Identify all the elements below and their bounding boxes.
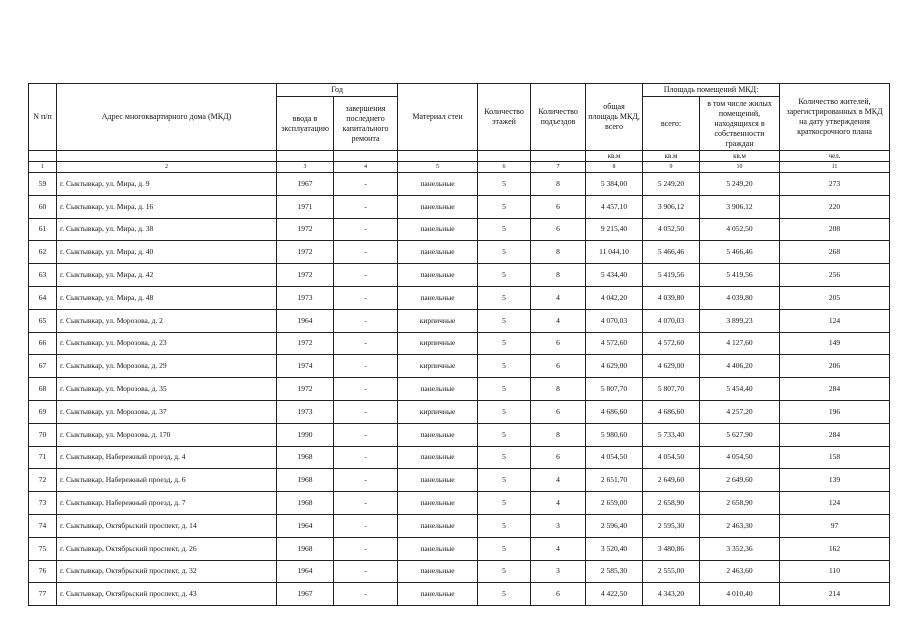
entrances-cell: 8 xyxy=(531,378,586,401)
total-area-cell: 2 651,70 xyxy=(586,469,643,492)
header-year-repair: завершения последнего капитального ремонта xyxy=(334,97,398,151)
residential-area-cell: 3 906,12 xyxy=(643,195,700,218)
address-cell: г. Сыктывкар, ул. Мира, д. 38 xyxy=(57,218,277,241)
column-number: 1 xyxy=(29,162,57,173)
table-row xyxy=(29,400,890,423)
year-cell: 1990 xyxy=(277,423,334,446)
total-area-cell: 5 384,00 xyxy=(586,173,643,196)
residents-cell: 97 xyxy=(780,514,890,537)
repair-year-cell: - xyxy=(334,264,398,287)
address-cell: г. Сыктывкар, ул. Морозова, д. 23 xyxy=(57,332,277,355)
column-number: 10 xyxy=(700,162,780,173)
total-area-cell: 4 042,20 xyxy=(586,286,643,309)
table-row xyxy=(29,195,890,218)
address-cell: г. Сыктывкар, Октябрьский проспект, д. 32 xyxy=(57,560,277,583)
residents-cell: 220 xyxy=(780,195,890,218)
row-number: 69 xyxy=(29,400,57,423)
floors-cell: 5 xyxy=(478,195,531,218)
row-number: 75 xyxy=(29,537,57,560)
floors-cell: 5 xyxy=(478,423,531,446)
header-residents: Количество жителей, зарегистрированных в МКД на дату утверждения краткосрочного плана xyxy=(780,84,890,151)
header-premises-area: Площадь помещений МКД: xyxy=(643,84,780,97)
entrances-cell: 6 xyxy=(531,332,586,355)
residential-area-cell: 4 039,80 xyxy=(643,286,700,309)
residential-area-cell: 5 466,46 xyxy=(643,241,700,264)
repair-year-cell: - xyxy=(334,469,398,492)
unit-cell xyxy=(29,151,57,162)
header-total-area: общая площадь МКД, всего xyxy=(586,84,643,151)
owned-area-cell: 4 010,40 xyxy=(700,583,780,606)
unit-cell xyxy=(57,151,277,162)
owned-area-cell: 2 463,30 xyxy=(700,514,780,537)
total-area-cell: 5 807,70 xyxy=(586,378,643,401)
residents-cell: 110 xyxy=(780,560,890,583)
wall-material-cell: кирпичные xyxy=(398,400,478,423)
entrances-cell: 8 xyxy=(531,173,586,196)
owned-area-cell: 4 257,20 xyxy=(700,400,780,423)
residents-cell: 205 xyxy=(780,286,890,309)
entrances-cell: 3 xyxy=(531,514,586,537)
entrances-cell: 4 xyxy=(531,286,586,309)
repair-year-cell: - xyxy=(334,309,398,332)
residential-area-cell: 4 070,03 xyxy=(643,309,700,332)
total-area-cell: 4 422,50 xyxy=(586,583,643,606)
residents-cell: 196 xyxy=(780,400,890,423)
table-row xyxy=(29,560,890,583)
residential-area-cell: 4 054,50 xyxy=(643,446,700,469)
wall-material-cell: панельные xyxy=(398,583,478,606)
residential-area-cell: 2 595,30 xyxy=(643,514,700,537)
wall-material-cell: панельные xyxy=(398,446,478,469)
address-cell: г. Сыктывкар, ул. Мира, д. 42 xyxy=(57,264,277,287)
wall-material-cell: панельные xyxy=(398,537,478,560)
residents-cell: 284 xyxy=(780,423,890,446)
repair-year-cell: - xyxy=(334,355,398,378)
year-cell: 1968 xyxy=(277,469,334,492)
row-number: 77 xyxy=(29,583,57,606)
column-number: 9 xyxy=(643,162,700,173)
wall-material-cell: кирпичные xyxy=(398,309,478,332)
entrances-cell: 4 xyxy=(531,469,586,492)
repair-year-cell: - xyxy=(334,423,398,446)
repair-year-cell: - xyxy=(334,173,398,196)
table-row xyxy=(29,309,890,332)
total-area-cell: 4 686,60 xyxy=(586,400,643,423)
residents-cell: 206 xyxy=(780,355,890,378)
row-number: 63 xyxy=(29,264,57,287)
wall-material-cell: панельные xyxy=(398,469,478,492)
total-area-cell: 5 980,60 xyxy=(586,423,643,446)
wall-material-cell: панельные xyxy=(398,195,478,218)
floors-cell: 5 xyxy=(478,446,531,469)
year-cell: 1973 xyxy=(277,286,334,309)
residential-area-cell: 4 629,00 xyxy=(643,355,700,378)
residential-area-cell: 4 052,50 xyxy=(643,218,700,241)
address-cell: г. Сыктывкар, Октябрьский проспект, д. 26 xyxy=(57,537,277,560)
floors-cell: 5 xyxy=(478,286,531,309)
column-number: 7 xyxy=(531,162,586,173)
wall-material-cell: панельные xyxy=(398,286,478,309)
table-row xyxy=(29,492,890,515)
repair-year-cell: - xyxy=(334,400,398,423)
floors-cell: 5 xyxy=(478,355,531,378)
table-row xyxy=(29,378,890,401)
total-area-cell: 9 215,40 xyxy=(586,218,643,241)
owned-area-cell: 5 419,56 xyxy=(700,264,780,287)
residential-area-cell: 3 480,86 xyxy=(643,537,700,560)
row-number: 74 xyxy=(29,514,57,537)
owned-area-cell: 5 249,20 xyxy=(700,173,780,196)
wall-material-cell: панельные xyxy=(398,264,478,287)
table-row xyxy=(29,583,890,606)
residential-area-cell: 2 555,00 xyxy=(643,560,700,583)
floors-cell: 5 xyxy=(478,537,531,560)
year-cell: 1967 xyxy=(277,583,334,606)
residents-cell: 124 xyxy=(780,309,890,332)
total-area-cell: 4 457,10 xyxy=(586,195,643,218)
residents-cell: 284 xyxy=(780,378,890,401)
address-cell: г. Сыктывкар, ул. Морозова, д. 35 xyxy=(57,378,277,401)
year-cell: 1972 xyxy=(277,332,334,355)
entrances-cell: 6 xyxy=(531,195,586,218)
total-area-cell: 5 434,40 xyxy=(586,264,643,287)
table-row xyxy=(29,286,890,309)
owned-area-cell: 4 127,60 xyxy=(700,332,780,355)
header-residential-owned: в том числе жилых помещений, находящихся в собственности граждан xyxy=(700,97,780,151)
column-number: 8 xyxy=(586,162,643,173)
floors-cell: 5 xyxy=(478,241,531,264)
owned-area-cell: 5 466,46 xyxy=(700,241,780,264)
address-cell: г. Сыктывкар, ул. Морозова, д. 170 xyxy=(57,423,277,446)
entrances-cell: 4 xyxy=(531,537,586,560)
owned-area-cell: 4 039,80 xyxy=(700,286,780,309)
unit-cell xyxy=(531,151,586,162)
address-cell: г. Сыктывкар, Октябрьский проспект, д. 43 xyxy=(57,583,277,606)
row-number: 72 xyxy=(29,469,57,492)
wall-material-cell: панельные xyxy=(398,423,478,446)
header-address: Адрес многоквартирного дома (МКД) xyxy=(57,84,277,151)
housing-table xyxy=(28,83,890,606)
address-cell: г. Сыктывкар, Набережный проезд, д. 6 xyxy=(57,469,277,492)
entrances-cell: 6 xyxy=(531,355,586,378)
table-row xyxy=(29,514,890,537)
floors-cell: 5 xyxy=(478,332,531,355)
total-area-cell: 4 070,03 xyxy=(586,309,643,332)
unit-residents: чел. xyxy=(780,151,890,162)
row-number: 71 xyxy=(29,446,57,469)
year-cell: 1967 xyxy=(277,173,334,196)
owned-area-cell: 3 906,12 xyxy=(700,195,780,218)
row-number: 76 xyxy=(29,560,57,583)
year-cell: 1968 xyxy=(277,446,334,469)
entrances-cell: 8 xyxy=(531,423,586,446)
residents-cell: 256 xyxy=(780,264,890,287)
owned-area-cell: 3 899,23 xyxy=(700,309,780,332)
address-cell: г. Сыктывкар, Набережный проезд, д. 4 xyxy=(57,446,277,469)
row-number: 66 xyxy=(29,332,57,355)
entrances-cell: 6 xyxy=(531,583,586,606)
entrances-cell: 4 xyxy=(531,492,586,515)
entrances-cell: 6 xyxy=(531,400,586,423)
owned-area-cell: 2 463,60 xyxy=(700,560,780,583)
table-row xyxy=(29,264,890,287)
owned-area-cell: 4 054,50 xyxy=(700,446,780,469)
year-cell: 1964 xyxy=(277,560,334,583)
residents-cell: 149 xyxy=(780,332,890,355)
residential-area-cell: 4 572,60 xyxy=(643,332,700,355)
row-number: 64 xyxy=(29,286,57,309)
wall-material-cell: панельные xyxy=(398,241,478,264)
column-number: 3 xyxy=(277,162,334,173)
address-cell: г. Сыктывкар, ул. Мира, д. 16 xyxy=(57,195,277,218)
row-number: 67 xyxy=(29,355,57,378)
repair-year-cell: - xyxy=(334,241,398,264)
wall-material-cell: панельные xyxy=(398,492,478,515)
floors-cell: 5 xyxy=(478,492,531,515)
residents-cell: 139 xyxy=(780,469,890,492)
residents-cell: 158 xyxy=(780,446,890,469)
address-cell: г. Сыктывкар, ул. Мира, д. 40 xyxy=(57,241,277,264)
repair-year-cell: - xyxy=(334,446,398,469)
table-row xyxy=(29,173,890,196)
total-area-cell: 4 054,50 xyxy=(586,446,643,469)
table-row xyxy=(29,241,890,264)
address-cell: г. Сыктывкар, Октябрьский проспект, д. 14 xyxy=(57,514,277,537)
address-cell: г. Сыктывкар, ул. Мира, д. 9 xyxy=(57,173,277,196)
row-number: 70 xyxy=(29,423,57,446)
residents-cell: 214 xyxy=(780,583,890,606)
owned-area-cell: 2 649,60 xyxy=(700,469,780,492)
wall-material-cell: панельные xyxy=(398,378,478,401)
repair-year-cell: - xyxy=(334,537,398,560)
header-year: Год xyxy=(277,84,398,97)
repair-year-cell: - xyxy=(334,378,398,401)
floors-cell: 5 xyxy=(478,264,531,287)
repair-year-cell: - xyxy=(334,514,398,537)
total-area-cell: 11 044,10 xyxy=(586,241,643,264)
unit-cell xyxy=(398,151,478,162)
total-area-cell: 4 572,60 xyxy=(586,332,643,355)
residential-area-cell: 4 686,60 xyxy=(643,400,700,423)
year-cell: 1964 xyxy=(277,309,334,332)
row-number: 61 xyxy=(29,218,57,241)
table-row xyxy=(29,218,890,241)
table-row xyxy=(29,469,890,492)
entrances-cell: 6 xyxy=(531,446,586,469)
repair-year-cell: - xyxy=(334,583,398,606)
entrances-cell: 4 xyxy=(531,309,586,332)
residential-area-cell: 4 343,20 xyxy=(643,583,700,606)
entrances-cell: 8 xyxy=(531,241,586,264)
floors-cell: 5 xyxy=(478,218,531,241)
residents-cell: 162 xyxy=(780,537,890,560)
table-row xyxy=(29,332,890,355)
repair-year-cell: - xyxy=(334,195,398,218)
owned-area-cell: 5 627,90 xyxy=(700,423,780,446)
address-cell: г. Сыктывкар, ул. Мира, д. 48 xyxy=(57,286,277,309)
residents-cell: 208 xyxy=(780,218,890,241)
header-num: N п/п xyxy=(29,84,57,151)
floors-cell: 5 xyxy=(478,309,531,332)
residential-area-cell: 5 249,20 xyxy=(643,173,700,196)
column-number: 2 xyxy=(57,162,277,173)
unit-residential-total: кв.м xyxy=(643,151,700,162)
wall-material-cell: кирпичные xyxy=(398,355,478,378)
year-cell: 1971 xyxy=(277,195,334,218)
residents-cell: 273 xyxy=(780,173,890,196)
row-number: 62 xyxy=(29,241,57,264)
header-entrances: Количество подъездов xyxy=(531,84,586,151)
floors-cell: 5 xyxy=(478,583,531,606)
wall-material-cell: панельные xyxy=(398,218,478,241)
column-number: 5 xyxy=(398,162,478,173)
owned-area-cell: 2 658,90 xyxy=(700,492,780,515)
year-cell: 1972 xyxy=(277,264,334,287)
header-residential-total: всего: xyxy=(643,97,700,151)
unit-cell xyxy=(277,151,334,162)
floors-cell: 5 xyxy=(478,469,531,492)
row-number: 73 xyxy=(29,492,57,515)
year-cell: 1972 xyxy=(277,218,334,241)
owned-area-cell: 4 052,50 xyxy=(700,218,780,241)
year-cell: 1964 xyxy=(277,514,334,537)
total-area-cell: 3 520,40 xyxy=(586,537,643,560)
address-cell: г. Сыктывкар, ул. Морозова, д. 29 xyxy=(57,355,277,378)
residents-cell: 268 xyxy=(780,241,890,264)
total-area-cell: 2 596,40 xyxy=(586,514,643,537)
owned-area-cell: 5 454,40 xyxy=(700,378,780,401)
repair-year-cell: - xyxy=(334,560,398,583)
total-area-cell: 4 629,00 xyxy=(586,355,643,378)
column-number: 6 xyxy=(478,162,531,173)
repair-year-cell: - xyxy=(334,286,398,309)
total-area-cell: 2 585,30 xyxy=(586,560,643,583)
address-cell: г. Сыктывкар, ул. Морозова, д. 2 xyxy=(57,309,277,332)
entrances-cell: 3 xyxy=(531,560,586,583)
year-cell: 1972 xyxy=(277,378,334,401)
repair-year-cell: - xyxy=(334,492,398,515)
residential-area-cell: 5 419,56 xyxy=(643,264,700,287)
year-cell: 1972 xyxy=(277,241,334,264)
year-cell: 1973 xyxy=(277,400,334,423)
floors-cell: 5 xyxy=(478,560,531,583)
table-row xyxy=(29,537,890,560)
entrances-cell: 6 xyxy=(531,218,586,241)
residents-cell: 124 xyxy=(780,492,890,515)
year-cell: 1968 xyxy=(277,492,334,515)
floors-cell: 5 xyxy=(478,514,531,537)
row-number: 59 xyxy=(29,173,57,196)
floors-cell: 5 xyxy=(478,378,531,401)
year-cell: 1968 xyxy=(277,537,334,560)
residential-area-cell: 5 807,70 xyxy=(643,378,700,401)
entrances-cell: 8 xyxy=(531,264,586,287)
residential-area-cell: 5 733,40 xyxy=(643,423,700,446)
row-number: 60 xyxy=(29,195,57,218)
residential-area-cell: 2 658,90 xyxy=(643,492,700,515)
year-cell: 1974 xyxy=(277,355,334,378)
repair-year-cell: - xyxy=(334,332,398,355)
address-cell: г. Сыктывкар, ул. Морозова, д. 37 xyxy=(57,400,277,423)
header-floors: Количество этажей xyxy=(478,84,531,151)
wall-material-cell: панельные xyxy=(398,514,478,537)
row-number: 65 xyxy=(29,309,57,332)
table-row xyxy=(29,355,890,378)
total-area-cell: 2 659,00 xyxy=(586,492,643,515)
owned-area-cell: 3 352,36 xyxy=(700,537,780,560)
owned-area-cell: 4 406,20 xyxy=(700,355,780,378)
wall-material-cell: панельные xyxy=(398,560,478,583)
unit-total-area: кв.м xyxy=(586,151,643,162)
residential-area-cell: 2 649,60 xyxy=(643,469,700,492)
table-row xyxy=(29,446,890,469)
column-number: 11 xyxy=(780,162,890,173)
floors-cell: 5 xyxy=(478,173,531,196)
header-year-commission: ввода в эксплуатацию xyxy=(277,97,334,151)
column-number-row xyxy=(29,162,890,173)
header-wall-material: Материал стен xyxy=(398,84,478,151)
row-number: 68 xyxy=(29,378,57,401)
address-cell: г. Сыктывкар, Набережный проезд, д. 7 xyxy=(57,492,277,515)
repair-year-cell: - xyxy=(334,218,398,241)
table-row xyxy=(29,423,890,446)
column-number: 4 xyxy=(334,162,398,173)
unit-residential-owned: кв.м xyxy=(700,151,780,162)
unit-cell xyxy=(478,151,531,162)
unit-cell xyxy=(334,151,398,162)
wall-material-cell: кирпичные xyxy=(398,332,478,355)
floors-cell: 5 xyxy=(478,400,531,423)
wall-material-cell: панельные xyxy=(398,173,478,196)
